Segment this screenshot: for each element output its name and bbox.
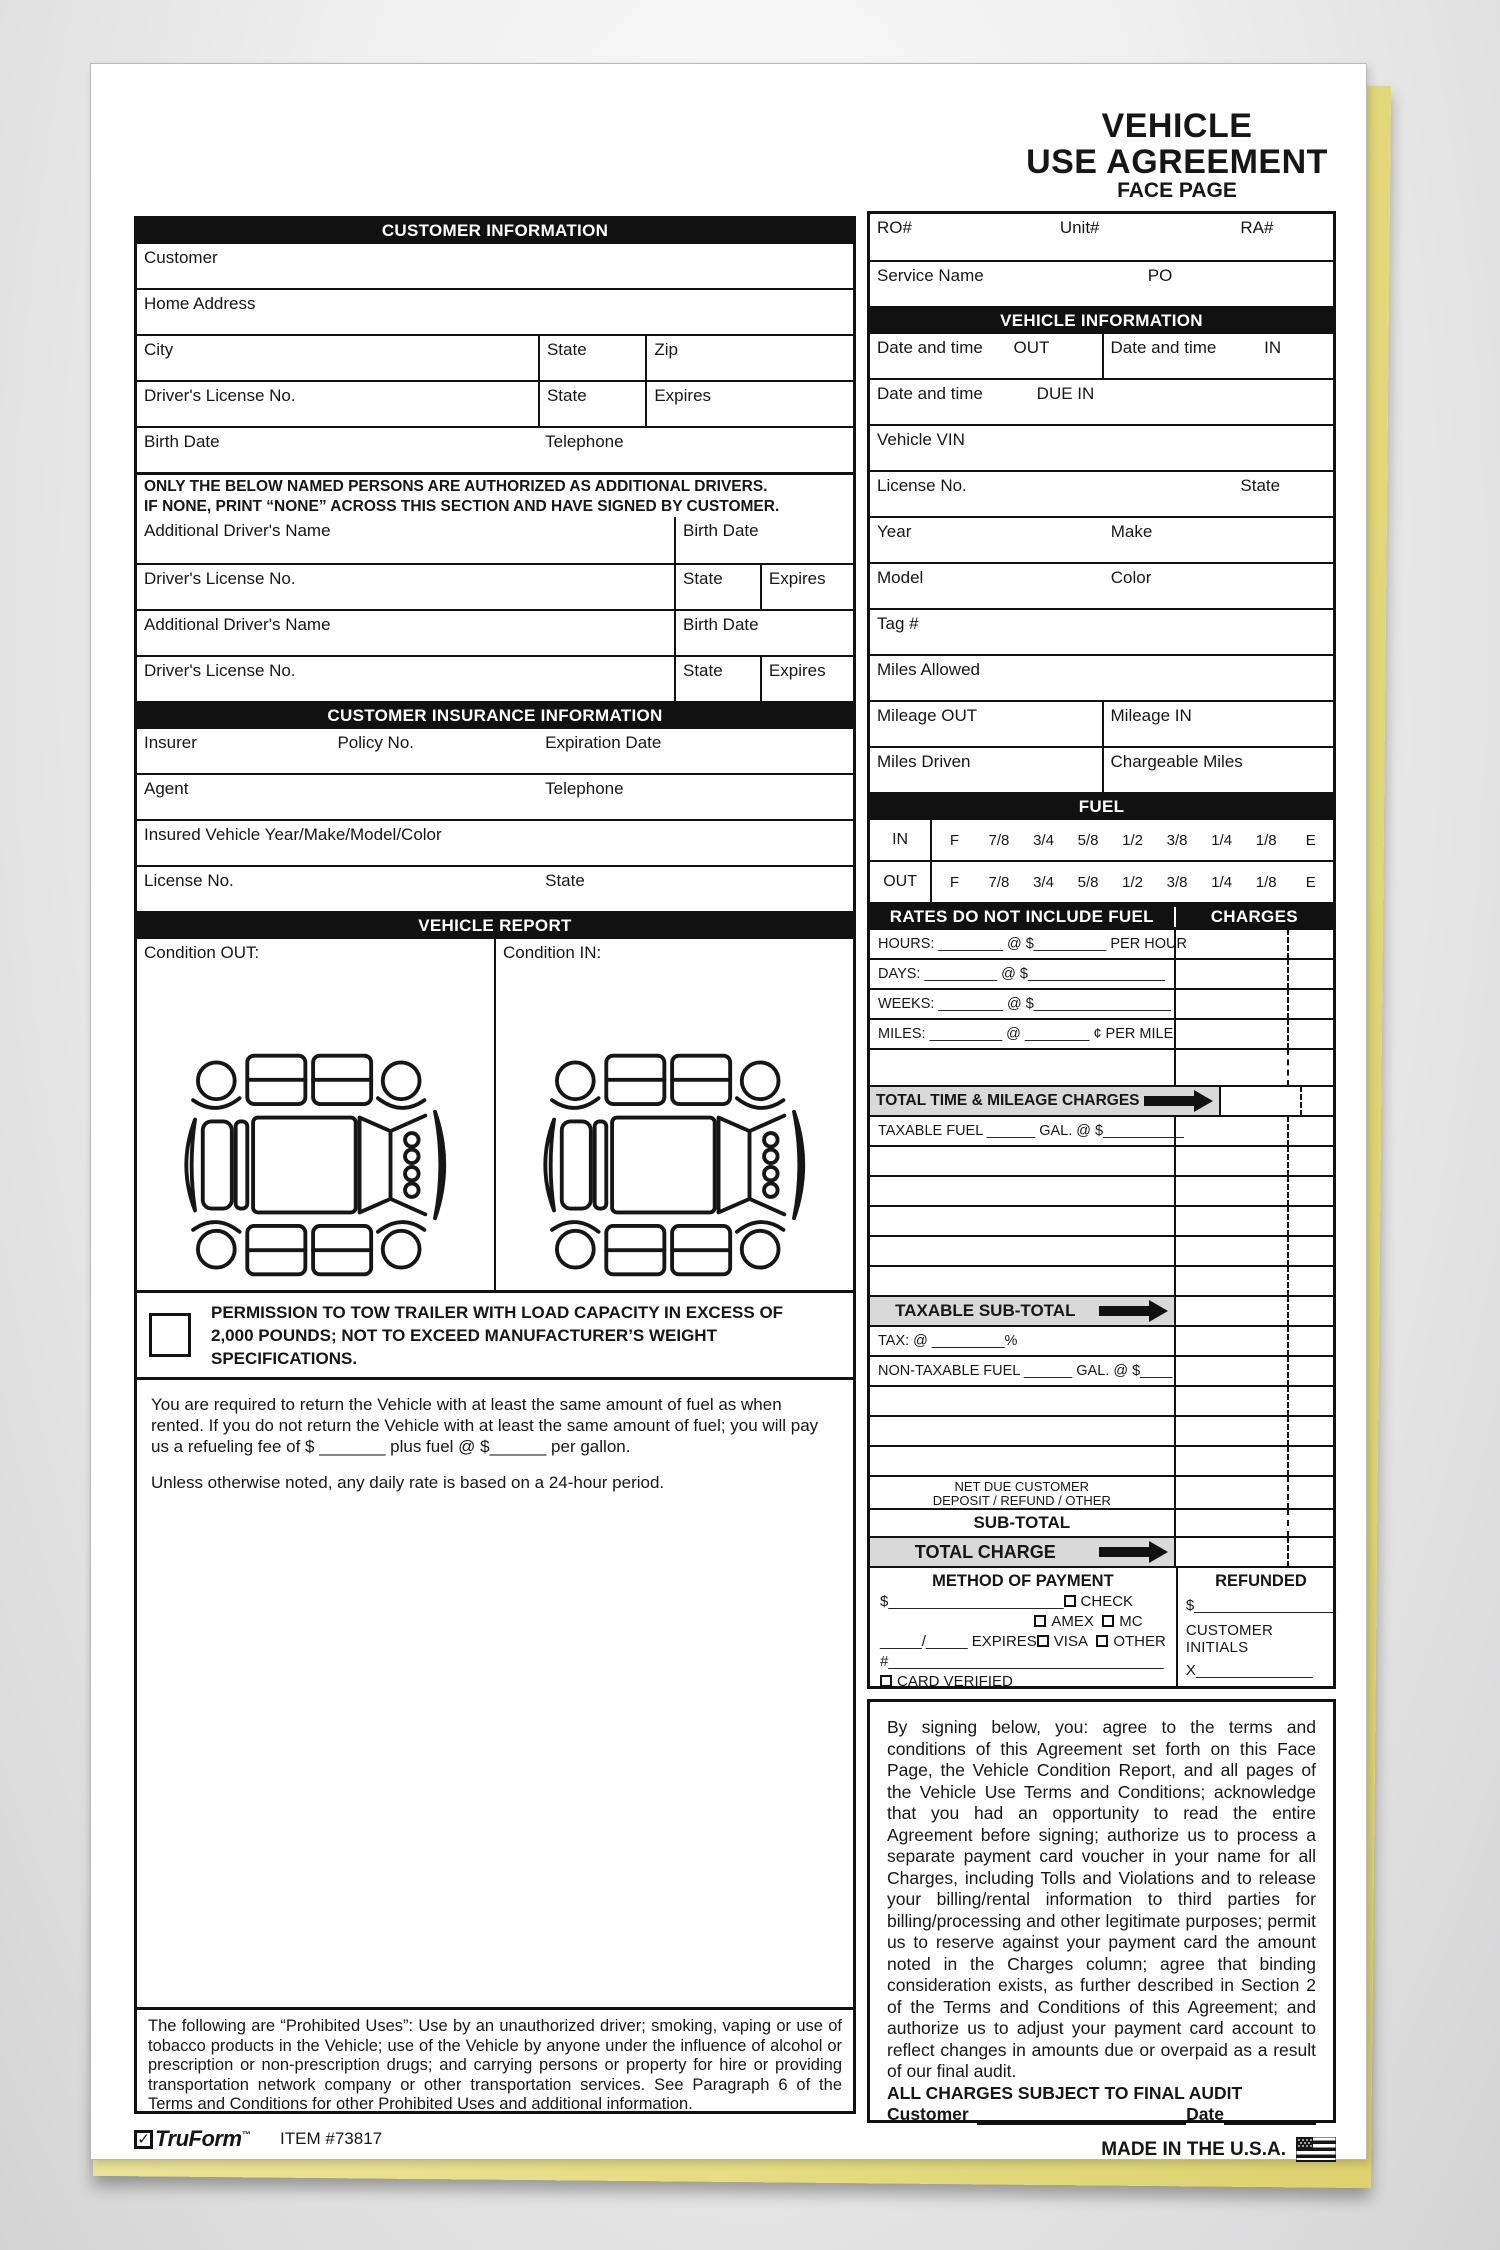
fuel-level: F (949, 873, 960, 891)
car-diagram-out (137, 1044, 494, 1290)
miles-label-cell (870, 1020, 1176, 1048)
tow-line-1: PERMISSION TO TOW TRAILER WITH LOAD CAPACITY IN EXCESS OF (211, 1302, 784, 1322)
fuel-level: 7/8 (988, 873, 1010, 891)
model-color-row (870, 562, 1333, 608)
miles-label: MILES: _________ @ ________ ¢ PER MILE (878, 1026, 1174, 1042)
total-time-mileage-label: TOTAL TIME & MILEAGE CHARGES (876, 1092, 1140, 1109)
state-label: State (546, 340, 587, 359)
date-out-cell (870, 334, 1102, 378)
subtotal-label: SUB-TOTAL (973, 1513, 1071, 1532)
customer-information-section (134, 216, 856, 475)
other-label: OTHER (1113, 1633, 1166, 1650)
non-taxable-fuel-row (870, 1355, 1333, 1385)
fuel-level: 3/8 (1166, 831, 1188, 849)
cents-divider (1287, 989, 1289, 1019)
vehicle-information-header: VEHICLE INFORMATION (870, 309, 1333, 332)
form-page (90, 63, 1367, 2160)
total-time-mileage-row (870, 1085, 1333, 1115)
additional-driver-row (137, 517, 853, 563)
home-address-label: Home Address (144, 294, 256, 313)
policy-no-label: Policy No. (337, 733, 414, 752)
add-driver-birth-cell (674, 611, 853, 655)
add-dl-state-cell (674, 657, 760, 701)
payment-row (870, 1566, 1336, 1690)
title-line-2: USE AGREEMENT (1026, 143, 1328, 181)
taxable-fuel-cell (870, 1117, 1184, 1145)
miles-driven-label: Miles Driven (877, 752, 971, 771)
taxable-fuel-label: TAXABLE FUEL ______ GAL. @ $__________ (878, 1123, 1184, 1139)
birth-date-label: Birth Date (144, 432, 220, 451)
title-line-1: VEHICLE (1101, 107, 1253, 145)
fuel-level: 1/8 (1255, 873, 1277, 891)
customer-insurance-header: CUSTOMER INSURANCE INFORMATION (137, 704, 853, 727)
customer-initials-label: CUSTOMER INITIALS (1185, 1622, 1273, 1656)
method-of-payment-cell (870, 1568, 1178, 1690)
right-arrow-icon (1099, 1541, 1168, 1563)
zip-label: Zip (654, 340, 678, 359)
tow-permission-section (134, 1290, 856, 1380)
tow-permission-text (211, 1301, 841, 1370)
fuel-level: E (1305, 873, 1316, 891)
dl-state-label: State (546, 386, 587, 405)
hours-row (870, 928, 1333, 958)
dl-no-cell (137, 382, 538, 426)
charges-cell (1176, 1510, 1333, 1536)
ro-unit-ra-row (870, 214, 1333, 260)
total-charge-label: TOTAL CHARGE (914, 1541, 1056, 1562)
check-checkbox (1064, 1595, 1076, 1607)
car-exploded-diagram-icon (166, 1044, 466, 1286)
rates-charges-header (870, 905, 1333, 928)
cents-divider (1287, 1386, 1289, 1416)
other-checkbox (1096, 1635, 1108, 1647)
miles-allowed-row (870, 654, 1333, 700)
all-charges-audit-label: ALL CHARGES SUBJECT TO FINAL AUDIT (887, 2082, 1243, 2103)
charges-empty-row (870, 1265, 1333, 1295)
mileage-in-cell (1102, 702, 1334, 746)
visa-label: VISA (1053, 1633, 1088, 1650)
title-line-3: FACE PAGE (1117, 179, 1237, 202)
in-label: IN (1264, 338, 1282, 357)
due-in-label: DUE IN (1036, 384, 1095, 403)
charges-empty-row (870, 1205, 1333, 1235)
subtotal-row (870, 1508, 1333, 1536)
dl-no-label: Driver's License No. (144, 386, 296, 405)
cents-divider (1287, 1266, 1289, 1296)
customer-signature-label: Customer (887, 2104, 969, 2124)
mileage-in-label: Mileage IN (1110, 706, 1192, 725)
date-out-in-row (870, 332, 1333, 378)
condition-out-label: Condition OUT: (144, 943, 260, 962)
tow-line-2: 2,000 POUNDS; NOT TO EXCEED MANUFACTURER’S WEIGHT SPECIFICATIONS. (211, 1325, 717, 1368)
vin-label: Vehicle VIN (877, 430, 965, 449)
date-label: Date (1186, 2104, 1224, 2124)
vehicle-report-header: VEHICLE REPORT (137, 914, 853, 937)
model-label: Model (877, 568, 924, 587)
check-label: CHECK (1080, 1593, 1134, 1610)
notice-line-2: IF NONE, PRINT “NONE” ACROSS THIS SECTION AND HAVE SIGNED BY CUSTOMER. (144, 498, 780, 515)
net-due-cell (870, 1477, 1176, 1508)
date-line (1224, 2105, 1316, 2125)
cents-divider (1287, 1049, 1289, 1086)
usa-flag-icon (1296, 2137, 1336, 2162)
add-dl-state-cell (674, 565, 760, 609)
add-dl-no-cell (137, 565, 674, 609)
net-due-line-1: NET DUE CUSTOMER (954, 1479, 1090, 1494)
city-cell (137, 336, 538, 380)
payment-amount-line: $_____________________ (880, 1593, 1064, 1610)
trademark-symbol: ™ (241, 2129, 251, 2140)
fuel-level: F (949, 831, 960, 849)
date-time-label: Date and time (877, 338, 983, 357)
mileage-out-cell (870, 702, 1102, 746)
insurance-license-label: License No. (144, 871, 234, 890)
total-charge-row (870, 1536, 1333, 1566)
fuel-out-gauge (930, 862, 1333, 902)
right-arrow-icon (1144, 1090, 1213, 1112)
cents-divider (1287, 1236, 1289, 1266)
days-label: DAYS: _________ @ $_________________ (878, 966, 1165, 982)
add-dl-expires-label: Expires (768, 569, 826, 588)
net-due-row (870, 1475, 1333, 1508)
amex-checkbox (1034, 1615, 1046, 1627)
form-title (1022, 108, 1332, 202)
hours-label-cell (870, 930, 1187, 958)
prohibited-uses-section: The following are “Prohibited Uses”: Use by an unauthorized driver; smoking, vaping or use of tobacco products in the Vehicle; use of the Vehicle by anyone under the influence of alcohol or prescription or non-prescription drugs; and carrying persons or property for hire or providing transportation network company or other transportation services. See Paragraph 6 of the Terms and Conditions for other Prohibited Uses and additional information. (134, 2007, 856, 2114)
cents-divider (1287, 1537, 1289, 1567)
charges-cell (1176, 1117, 1333, 1145)
brand-footer (134, 2126, 856, 2152)
fuel-level: 1/4 (1211, 873, 1233, 891)
additional-driver-license-row (137, 655, 853, 701)
mc-checkbox (1102, 1615, 1114, 1627)
additional-driver-license-row (137, 563, 853, 609)
condition-out-cell (137, 939, 494, 1290)
tax-label: TAX: @ _________% (878, 1333, 1018, 1349)
customer-insurance-section (134, 701, 856, 914)
additional-drivers-notice (137, 475, 853, 517)
date-time-label: Date and time (877, 384, 983, 403)
birth-telephone-row (137, 426, 853, 472)
chargeable-miles-label: Chargeable Miles (1110, 752, 1243, 771)
car-exploded-diagram-icon (525, 1044, 825, 1286)
charges-cell (1221, 1087, 1333, 1115)
cents-divider (1287, 1116, 1289, 1146)
mileage-out-label: Mileage OUT (877, 706, 978, 725)
fuel-in-row (870, 818, 1333, 860)
customer-information-header: CUSTOMER INFORMATION (137, 219, 853, 242)
charges-cell (1176, 1297, 1333, 1325)
card-verified-label: CARD VERIFIED (897, 1673, 1013, 1690)
charges-empty-row (870, 1385, 1333, 1415)
insured-vehicle-row (137, 819, 853, 865)
out-label: OUT (1013, 338, 1050, 357)
charges-cell (1176, 1357, 1333, 1385)
refunded-header: REFUNDED (1215, 1572, 1307, 1590)
color-label: Color (1110, 568, 1152, 587)
fuel-level: 5/8 (1077, 831, 1099, 849)
cents-divider (1287, 1416, 1289, 1446)
add-dl-expires-label: Expires (768, 661, 826, 680)
add-dl-no-label: Driver's License No. (144, 569, 296, 588)
expiration-date-label: Expiration Date (545, 733, 662, 752)
zip-cell (645, 336, 853, 380)
miles-driven-row (870, 746, 1333, 792)
taxable-subtotal-label: TAXABLE SUB-TOTAL (895, 1301, 1076, 1320)
cents-divider (1287, 1476, 1289, 1509)
drivers-license-row (137, 380, 853, 426)
add-driver-name-label: Additional Driver's Name (144, 615, 331, 634)
made-in-usa-footer (867, 2137, 1336, 2162)
rates-charges-section (867, 902, 1336, 1689)
cents-divider (1287, 1356, 1289, 1386)
condition-in-label: Condition IN: (503, 943, 602, 962)
unit-label: Unit# (1059, 218, 1100, 237)
vehicle-state-label: State (1240, 476, 1281, 495)
fuel-level: 7/8 (988, 831, 1010, 849)
non-taxable-fuel-cell (870, 1357, 1176, 1385)
add-driver-name-label: Additional Driver's Name (144, 521, 331, 540)
vehicle-license-row (870, 470, 1333, 516)
vehicle-license-label: License No. (877, 476, 967, 495)
signature-terms-section (867, 1699, 1336, 2123)
ra-label: RA# (1240, 218, 1274, 237)
date-due-in-row (870, 378, 1333, 424)
ro-label: RO# (877, 218, 912, 237)
taxable-subtotal-cell (870, 1297, 1176, 1325)
cents-divider (1287, 929, 1289, 959)
year-label: Year (877, 522, 912, 541)
fuel-return-paragraph: You are required to return the Vehicle with at least the same amount of fuel as when rented. If you do not return the Vehicle with at least the same amount of fuel; you will pay us a refueling fee of $ _______ plus fuel @ $______ per gallon. (151, 1395, 819, 1456)
date-in-cell (1102, 334, 1334, 378)
taxable-fuel-row (870, 1115, 1333, 1145)
fuel-out-row (870, 860, 1333, 902)
dl-expires-label: Expires (654, 386, 712, 405)
method-of-payment-header: METHOD OF PAYMENT (932, 1572, 1114, 1590)
rates-header-label: RATES DO NOT INCLUDE FUEL (870, 907, 1176, 927)
add-driver-name-cell (137, 611, 674, 655)
weeks-label-cell (870, 990, 1176, 1018)
charges-cell (1176, 1020, 1333, 1048)
vehicle-information-section (867, 306, 1336, 795)
fuel-level: E (1305, 831, 1316, 849)
non-taxable-fuel-label: NON-TAXABLE FUEL ______ GAL. @ $____ (878, 1363, 1173, 1379)
insurer-label: Insurer (144, 733, 197, 752)
visa-checkbox (1037, 1635, 1049, 1647)
signature-terms-text: By signing below, you: agree to the terms and conditions of this Agreement set forth on this Face Page, the Vehicle Condition Report, and all pages of the Vehicle Use Terms and Conditions; acknowledge that you had an opportunity to read the entire Agreement before signing; authorize us to process a separate payment card voucher in your name for all Charges, including Tolls and Violations and to release your billing/rental information to third parties for billing/processing and other legitimate purposes; permit us to reserve against your payment card the amount noted in the Charges column; agree that binding consideration exists, as further described in Section 2 of the Terms and Conditions of this Agreement; and authorize us to adjust your payment card account to reflect changes in amounts due or overpaid as a result of our final audit. (887, 1717, 1316, 2081)
fuel-level: 1/4 (1211, 831, 1233, 849)
insurance-state-label: State (545, 871, 585, 890)
date-time-label: Date and time (1110, 338, 1217, 357)
fuel-level: 1/2 (1122, 831, 1143, 849)
notice-line-1: ONLY THE BELOW NAMED PERSONS ARE AUTHORIZED AS ADDITIONAL DRIVERS. (144, 478, 768, 495)
customer-initials-line: X______________ (1185, 1662, 1313, 1679)
add-dl-state-label: State (683, 569, 723, 588)
tax-row (870, 1325, 1333, 1355)
weeks-label: WEEKS: ________ @ $_________________ (878, 996, 1171, 1012)
fuel-header: FUEL (870, 795, 1333, 818)
add-driver-name-cell (137, 517, 674, 563)
item-number: ITEM #73817 (280, 2129, 383, 2148)
taxable-subtotal-row (870, 1295, 1333, 1325)
vin-row (870, 424, 1333, 470)
car-diagram-in (496, 1044, 853, 1290)
fuel-level: 1/8 (1255, 831, 1277, 849)
tag-label: Tag # (877, 614, 919, 633)
fuel-level: 3/8 (1166, 873, 1188, 891)
mileage-row (870, 700, 1333, 746)
signature-line-row (887, 2104, 1316, 2129)
fuel-in-label: IN (892, 831, 909, 848)
mc-label: MC (1119, 1613, 1143, 1630)
agent-label: Agent (144, 779, 189, 798)
left-column (134, 216, 856, 2152)
home-address-row (137, 288, 853, 334)
refunded-cell (1178, 1568, 1344, 1686)
cents-divider (1287, 959, 1289, 989)
tow-permission-checkbox (149, 1313, 191, 1357)
tax-cell (870, 1327, 1176, 1355)
fuel-level: 3/4 (1033, 873, 1054, 891)
add-driver-birth-label: Birth Date (683, 521, 759, 540)
dl-expires-cell (645, 382, 853, 426)
miles-row (870, 1018, 1333, 1048)
cents-divider (1287, 1206, 1289, 1236)
charges-empty-row (870, 1235, 1333, 1265)
expires-line: _____/_____ EXPIRES (880, 1633, 1037, 1650)
vehicle-report-section (134, 911, 856, 1293)
truform-check-icon: ✓ (134, 2130, 153, 2149)
add-dl-expires-cell (760, 565, 853, 609)
truform-brand: TruForm™ (155, 2126, 251, 2151)
service-name-label: Service Name (877, 266, 984, 285)
additional-drivers-section (134, 472, 856, 704)
charges-cell (1176, 990, 1333, 1018)
charges-cell (1176, 930, 1333, 958)
add-dl-state-label: State (683, 661, 723, 680)
customer-label: Customer (144, 248, 218, 267)
amex-label: AMEX (1051, 1613, 1094, 1630)
additional-driver-row (137, 609, 853, 655)
cents-divider (1287, 1176, 1289, 1206)
fuel-level: 3/4 (1033, 831, 1054, 849)
ro-section (867, 211, 1336, 309)
agent-row (137, 773, 853, 819)
fuel-level: 1/2 (1122, 873, 1143, 891)
fuel-section (867, 792, 1336, 905)
add-dl-expires-cell (760, 657, 853, 701)
service-name-row (870, 260, 1333, 306)
days-label-cell (870, 960, 1176, 988)
charges-cell (1176, 1477, 1333, 1508)
made-in-usa-label: MADE IN THE U.S.A. (1101, 2138, 1286, 2160)
charges-empty-row (870, 1145, 1333, 1175)
cents-divider (1287, 1296, 1289, 1326)
right-arrow-icon (1099, 1300, 1168, 1322)
hours-label: HOURS: ________ @ $_________ PER HOUR (878, 936, 1187, 952)
weeks-row (870, 988, 1333, 1018)
telephone-label: Telephone (545, 432, 624, 451)
year-make-row (870, 516, 1333, 562)
state-cell (538, 336, 645, 380)
cents-divider (1287, 1509, 1289, 1537)
right-column (867, 211, 1336, 2162)
total-time-mileage-cell (870, 1087, 1221, 1115)
cents-divider (1287, 1019, 1289, 1049)
daily-rate-paragraph: Unless otherwise noted, any daily rate is based on a 24-hour period. (151, 1473, 665, 1492)
charges-cell (1176, 960, 1333, 988)
customer-signature-line (977, 2105, 1186, 2125)
charges-cell (1176, 1327, 1333, 1355)
subtotal-cell (870, 1510, 1176, 1536)
insured-vehicle-label: Insured Vehicle Year/Make/Model/Color (144, 825, 442, 844)
dl-state-cell (538, 382, 645, 426)
insurer-row (137, 727, 853, 773)
cents-divider (1287, 1146, 1289, 1176)
days-row (870, 958, 1333, 988)
total-charge-cell (870, 1538, 1176, 1566)
insurance-telephone-label: Telephone (545, 779, 624, 798)
miles-allowed-label: Miles Allowed (877, 660, 980, 679)
cents-divider (1287, 1446, 1289, 1476)
po-label: PO (1147, 266, 1173, 285)
insurance-license-row (137, 865, 853, 911)
cents-divider (1300, 1086, 1302, 1116)
card-verified-checkbox (880, 1675, 892, 1687)
tag-row (870, 608, 1333, 654)
city-state-zip-row (137, 334, 853, 380)
add-dl-no-cell (137, 657, 674, 701)
fuel-return-notice-section (134, 1377, 856, 2010)
fuel-level: 5/8 (1077, 873, 1099, 891)
add-driver-birth-cell (674, 517, 853, 563)
chargeable-miles-cell (1102, 748, 1334, 792)
refund-amount-line: $_________________ (1185, 1597, 1336, 1614)
charges-empty-row (870, 1175, 1333, 1205)
miles-driven-cell (870, 748, 1102, 792)
add-driver-birth-label: Birth Date (683, 615, 759, 634)
net-due-line-2: DEPOSIT / REFUND / OTHER (932, 1493, 1111, 1508)
customer-row (137, 242, 853, 288)
condition-in-cell (494, 939, 853, 1290)
make-label: Make (1110, 522, 1153, 541)
fuel-out-label: OUT (883, 873, 917, 890)
charges-empty-row (870, 1048, 1333, 1085)
charges-cell (1176, 1538, 1333, 1566)
add-dl-no-label: Driver's License No. (144, 661, 296, 680)
city-label: City (144, 340, 174, 359)
fuel-in-gauge (930, 820, 1333, 860)
charges-header-label: CHARGES (1210, 906, 1298, 926)
charges-empty-row (870, 1445, 1333, 1475)
condition-row (137, 937, 853, 1290)
cents-divider (1287, 1326, 1289, 1356)
charges-empty-row (870, 1415, 1333, 1445)
card-number-line: #_________________________________ (880, 1653, 1164, 1670)
